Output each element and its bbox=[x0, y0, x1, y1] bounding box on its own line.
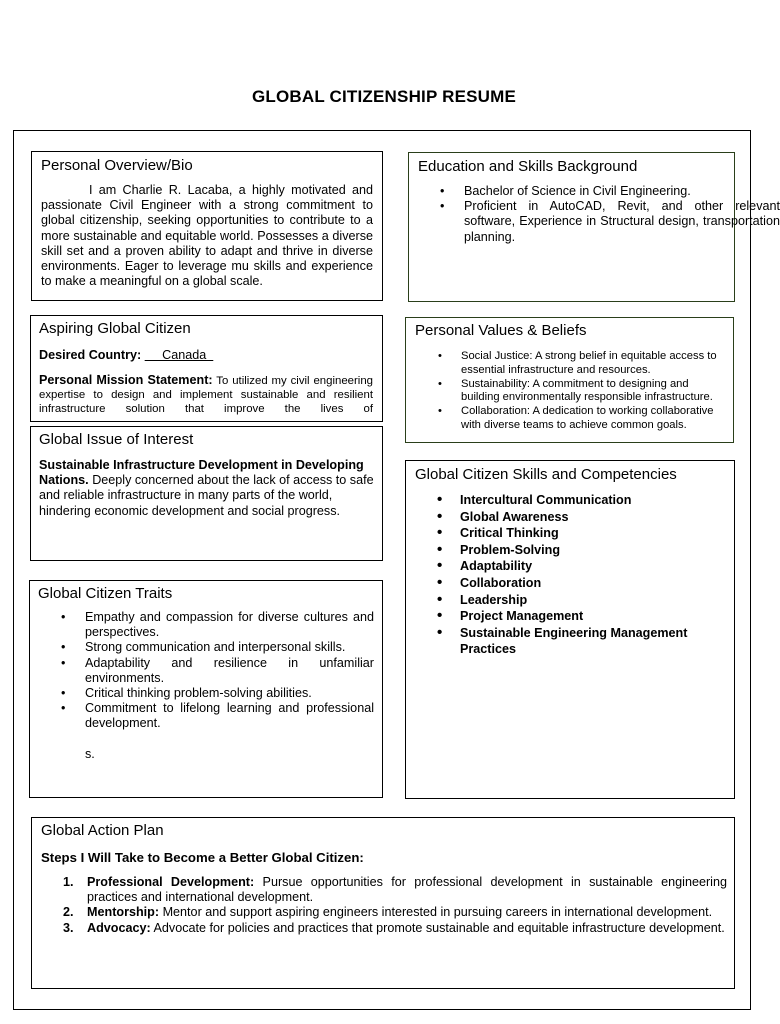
list-item: • Proficient in AutoCAD, Revit, and other relevant software, Experience in Structural design, transportation planning. bbox=[464, 199, 780, 245]
step-number: 2. bbox=[63, 905, 74, 920]
list-item: • Bachelor of Science in Civil Engineering. bbox=[464, 184, 780, 199]
issue-text bbox=[39, 458, 375, 519]
issue-bold-text: Sustainable Infrastructure Development in Developing Nations. bbox=[39, 458, 364, 488]
list-item: • Commitment to lifelong learning and professional development. bbox=[85, 701, 374, 731]
overview-text: I am Charlie R. Lacaba, a highly motivated and passionate Civil Engineer with a strong commitment to global citizenship, seeking opportunities to contribute to a more sustainable and equitable world. Possesses a diverse skill set and a proven ability to adapt and thrive in diverse environments. Eager to leverage mu skills and experience to make a meaningful on a global scale. bbox=[41, 183, 373, 289]
page-title: GLOBAL CITIZENSHIP RESUME bbox=[251, 87, 517, 106]
traits-heading: Global Citizen Traits bbox=[38, 585, 173, 602]
list-item bbox=[63, 875, 727, 905]
step-label: Mentorship: bbox=[87, 905, 160, 920]
education-section bbox=[408, 152, 780, 302]
overview-section bbox=[31, 151, 383, 301]
issue-section bbox=[30, 426, 383, 561]
values-list bbox=[461, 350, 726, 433]
list-item: • Leadership bbox=[460, 592, 735, 609]
values-section bbox=[405, 317, 734, 443]
list-item: • Sustainable Engineering Management Practices bbox=[460, 625, 735, 657]
list-item bbox=[63, 920, 727, 936]
action-plan-subheading: Steps I Will Take to Become a Better Global Citizen: bbox=[41, 850, 364, 865]
list-item: • Adaptability bbox=[460, 558, 735, 575]
step-text: Pursue opportunities for professional development in sustainable engineering practices and international development. bbox=[87, 875, 727, 905]
list-item: • Sustainability: A commitment to designing and building environmentally responsible infrastructure. bbox=[461, 378, 726, 406]
step-label: Professional Development: bbox=[87, 875, 255, 889]
action-plan-section bbox=[31, 817, 735, 989]
step-label: Advocacy: bbox=[87, 920, 151, 935]
traits-section bbox=[29, 580, 383, 798]
list-item: • Project Management bbox=[460, 608, 735, 625]
skills-heading: Global Citizen Skills and Competencies bbox=[415, 466, 677, 483]
country-value: Canada bbox=[144, 348, 214, 362]
country-label: Desired Country: bbox=[39, 348, 142, 362]
mission-text: To utilized my civil engineering expertise to design and implement sustainable and resilient infrastructure solution that improve the lives of bbox=[39, 375, 373, 415]
list-item bbox=[63, 905, 727, 920]
list-item: • Collaboration bbox=[460, 575, 735, 592]
list-item: • Empathy and compassion for diverse cultures and perspectives. bbox=[85, 610, 374, 640]
issue-body-text: Deeply concerned about the lack of access to safe and reliable infrastructure in many parts of the world, hindering economic development and social progress. bbox=[39, 473, 374, 518]
skills-list bbox=[460, 492, 735, 657]
action-plan-heading: Global Action Plan bbox=[41, 822, 164, 839]
aspiring-heading: Aspiring Global Citizen bbox=[39, 320, 191, 337]
action-plan-steps bbox=[63, 875, 727, 936]
list-item: • Problem-Solving bbox=[460, 542, 735, 559]
traits-trailing-text: s. bbox=[85, 747, 95, 761]
values-heading: Personal Values & Beliefs bbox=[415, 322, 587, 339]
list-item: • Strong communication and interpersonal skills. bbox=[85, 640, 374, 655]
traits-list bbox=[85, 610, 374, 732]
list-item: • Critical thinking problem-solving abilities. bbox=[85, 686, 374, 701]
desired-country bbox=[39, 348, 213, 363]
mission-statement bbox=[39, 373, 373, 416]
list-item: • Social Justice: A strong belief in equitable access to essential infrastructure and resources. bbox=[461, 350, 726, 378]
overview-heading: Personal Overview/Bio bbox=[41, 157, 193, 174]
issue-heading: Global Issue of Interest bbox=[39, 431, 194, 448]
step-number: 3. bbox=[63, 920, 74, 935]
aspiring-section bbox=[30, 315, 383, 422]
step-number: 1. bbox=[63, 875, 74, 889]
list-item: • Adaptability and resilience in unfamiliar environments. bbox=[85, 656, 374, 686]
list-item: • Collaboration: A dedication to working collaborative with diverse teams to achieve common goals. bbox=[461, 405, 726, 433]
list-item: • Global Awareness bbox=[460, 509, 735, 526]
education-list bbox=[464, 184, 780, 245]
education-heading: Education and Skills Background bbox=[418, 158, 638, 175]
list-item: • Critical Thinking bbox=[460, 525, 735, 542]
step-text: Mentor and support aspiring engineers interested in pursuing careers in international development. bbox=[162, 905, 713, 920]
mission-label: Personal Mission Statement: bbox=[39, 373, 213, 387]
step-text: Advocate for policies and practices that promote sustainable and equitable infrastructure development. bbox=[153, 920, 725, 935]
list-item: • Intercultural Communication bbox=[460, 492, 735, 509]
skills-section bbox=[405, 460, 735, 799]
